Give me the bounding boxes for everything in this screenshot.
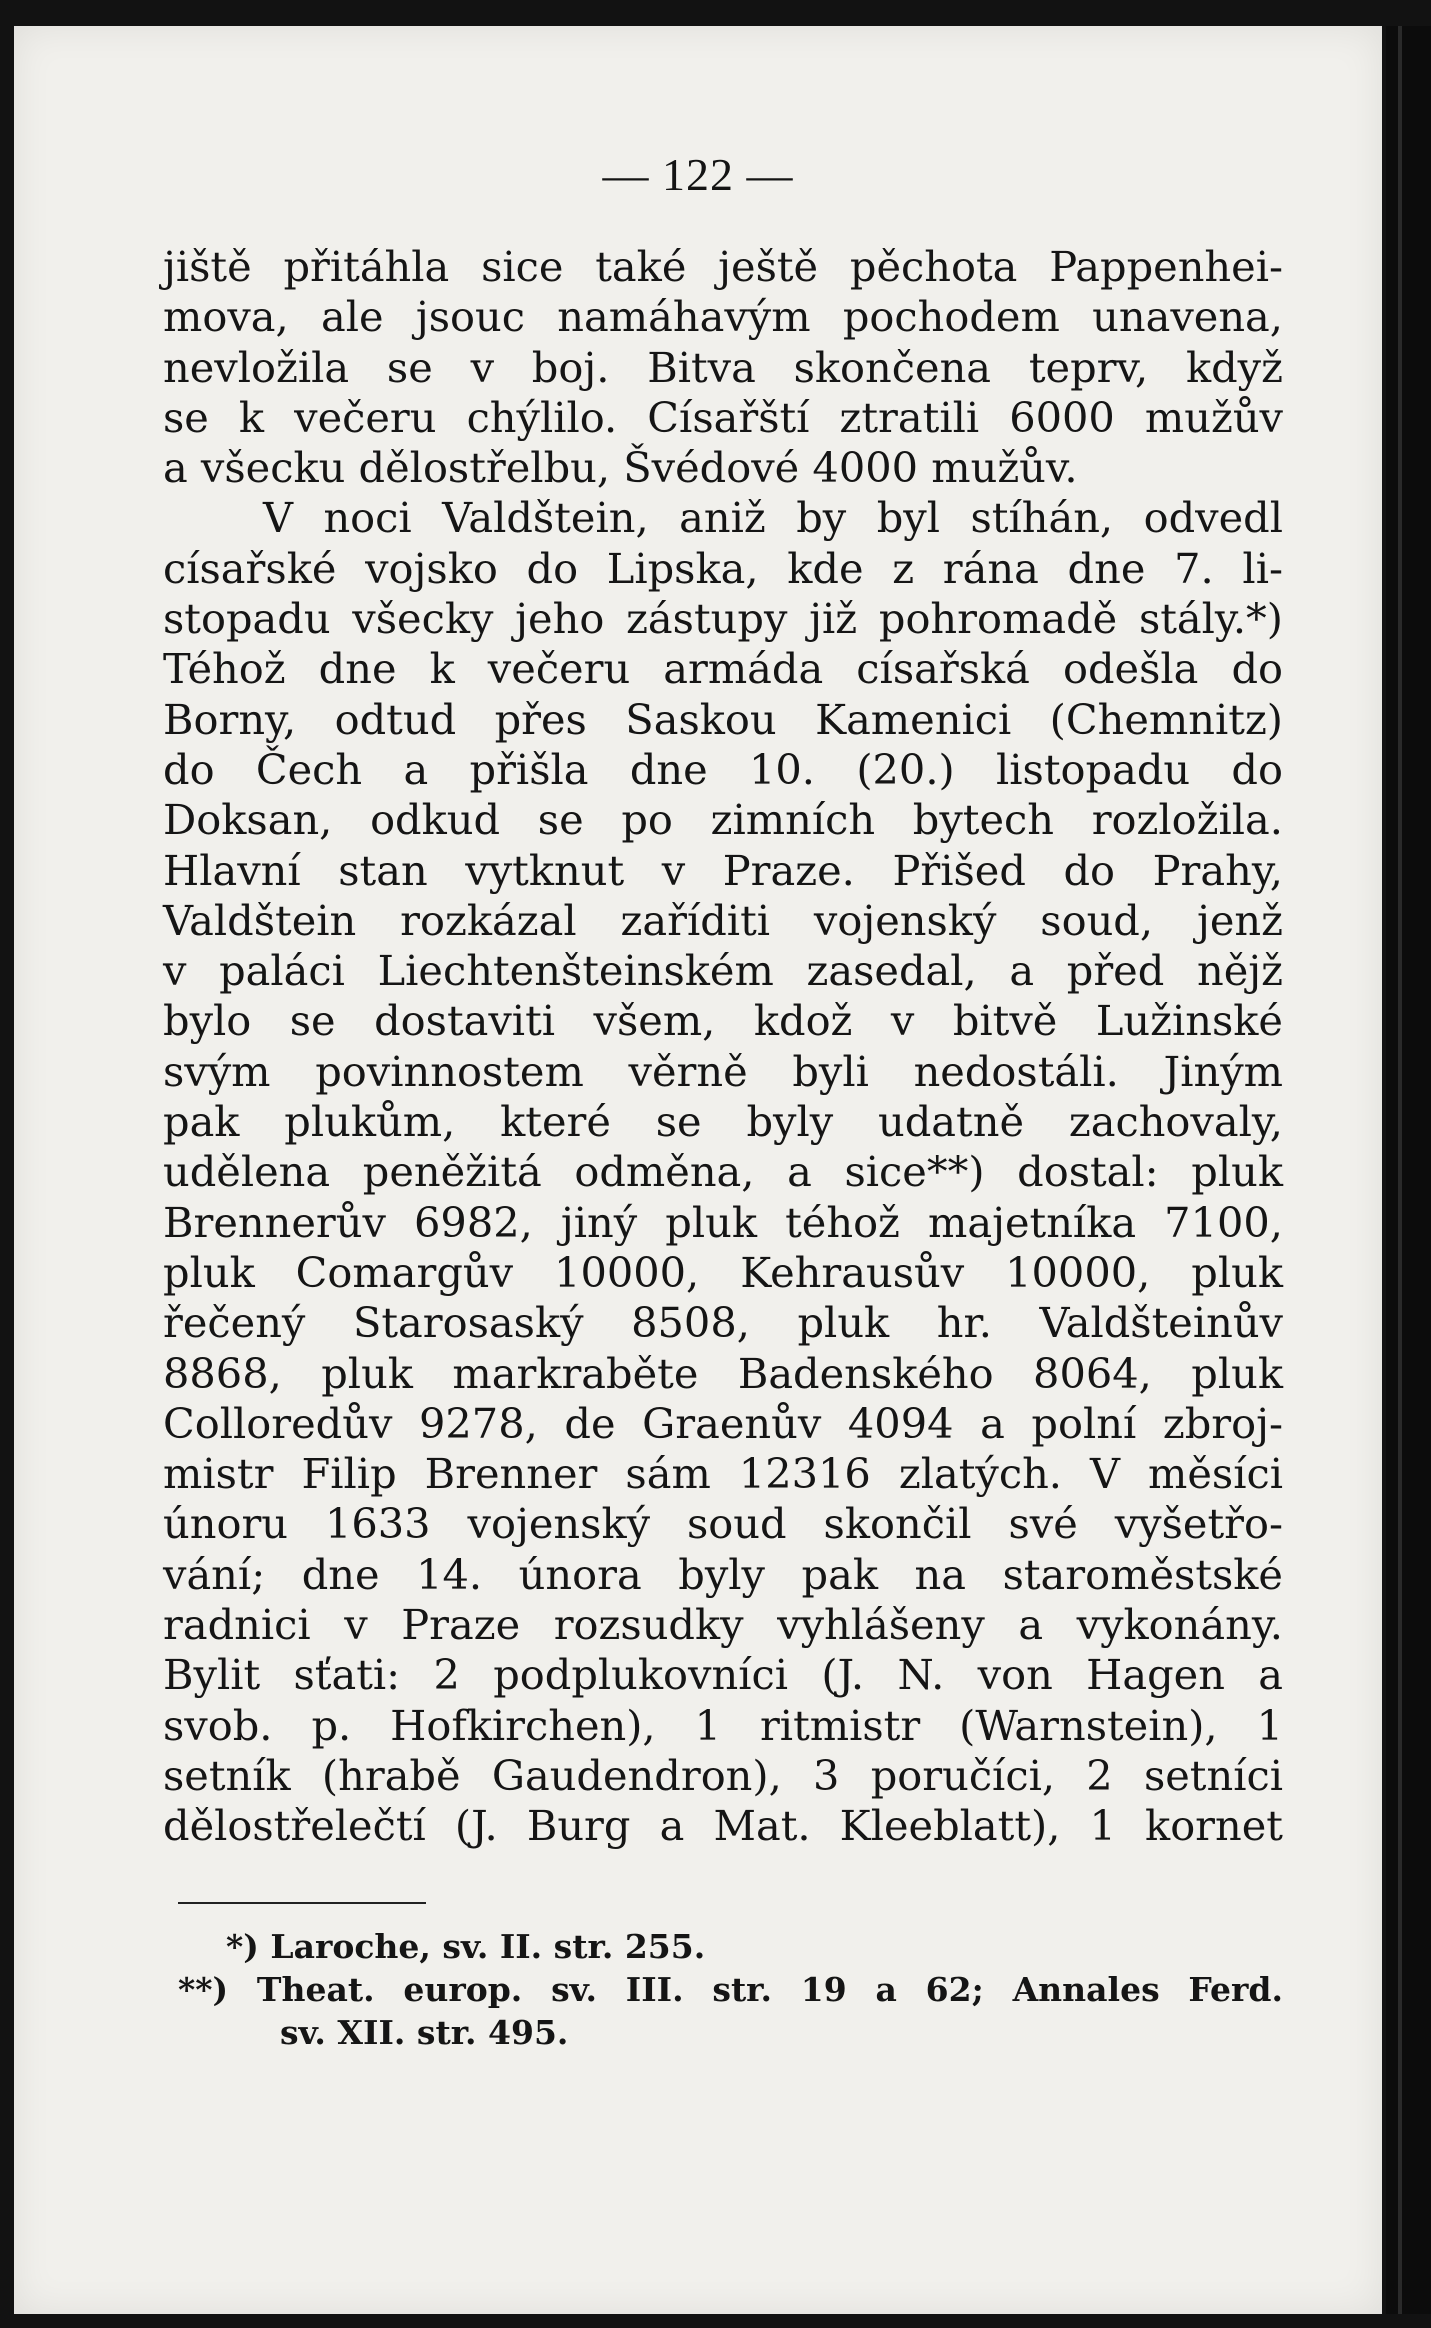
text-line: pluk Comargův 10000, Kehrausův 10000, pluk xyxy=(163,1247,1283,1297)
text-line: svob. p. Hofkirchen), 1 ritmistr (Warnstein), 1 xyxy=(163,1700,1283,1750)
page-number: — 122 — xyxy=(602,149,794,200)
text-line: řečený Starosaský 8508, pluk hr. Valdšteinův xyxy=(163,1298,1283,1348)
text-line: Hlavní stan vytknut v Praze. Přišed do Prahy, xyxy=(163,845,1283,895)
text-line: v paláci Liechtenšteinském zasedal, a před nějž xyxy=(163,946,1283,996)
text-line: Colloredův 9278, de Graenův 4094 a polní zbroj- xyxy=(163,1398,1283,1448)
text-line: se k večeru chýlilo. Císařští ztratili 6000 mužův xyxy=(163,392,1283,442)
adjacent-page-edge xyxy=(1386,26,1431,2314)
text-line: radnici v Praze rozsudky vyhlášeny a vykonány. xyxy=(163,1600,1283,1650)
text-line: a všecku dělostřelbu, Švédové 4000 mužův. xyxy=(163,443,1078,493)
text-line: dělostřelečtí (J. Burg a Mat. Kleeblatt), 1 kornet xyxy=(163,1801,1283,1851)
text-line: jiště přitáhla sice také ještě pěchota Pappenhei- xyxy=(163,242,1283,291)
text-line: Brennerův 6982, jiný pluk téhož majetníka 7100, xyxy=(163,1197,1283,1247)
text-line: Borny, odtud přes Saskou Kamenici (Chemnitz) xyxy=(163,694,1283,744)
text-line: Téhož dne k večeru armáda císařská odešla do xyxy=(163,644,1283,694)
footnote-divider xyxy=(178,1902,426,1904)
page-edge-line xyxy=(1398,26,1402,2314)
text-line: pak plukům, které se byly udatně zachovaly, xyxy=(163,1097,1283,1147)
text-line: Valdštein rozkázal zaříditi vojenský soud, jenž xyxy=(163,895,1283,945)
text-line: udělena peněžitá odměna, a sice**) dostal: pluk xyxy=(163,1147,1283,1197)
text-line: mova, ale jsouc namáhavým pochodem unavena, xyxy=(163,292,1283,342)
footnote-2: **) Theat. europ. sv. III. str. 19 a 62; Annales Ferd. xyxy=(178,1970,1283,2009)
text-line: stopadu všecky jeho zástupy již pohromadě stály.*) xyxy=(163,594,1283,644)
text-line: mistr Filip Brenner sám 12316 zlatých. V měsíci xyxy=(163,1449,1283,1499)
body-text xyxy=(163,242,1283,1852)
text-line: 8868, pluk markraběte Badenského 8064, pluk xyxy=(163,1348,1283,1398)
text-line: vání; dne 14. února byly pak na staroměstské xyxy=(163,1549,1283,1599)
footnote-1: *) Laroche, sv. II. str. 255. xyxy=(226,1927,706,1966)
text-line: svým povinnostem věrně byli nedostáli. Jiným xyxy=(163,1046,1283,1096)
text-line: Doksan, odkud se po zimních bytech rozložila. xyxy=(163,795,1283,845)
text-line: bylo se dostaviti všem, kdož v bitvě Lužinské xyxy=(163,996,1283,1046)
text-line: únoru 1633 vojenský soud skončil své vyšetřo- xyxy=(163,1499,1283,1549)
text-line: Bylit sťati: 2 podplukovníci (J. N. von Hagen a xyxy=(163,1650,1283,1700)
text-line: nevložila se v boj. Bitva skončena teprv, když xyxy=(163,342,1283,392)
footnote-2-continuation: sv. XII. str. 495. xyxy=(280,2013,569,2052)
text-line: císařské vojsko do Lipska, kde z rána dne 7. li- xyxy=(163,543,1283,593)
footnotes xyxy=(178,1925,1283,2054)
text-line: do Čech a přišla dne 10. (20.) listopadu do xyxy=(163,744,1283,794)
text-line: V noci Valdštein, aniž by byl stíhán, odvedl xyxy=(263,493,1283,543)
text-line: setník (hrabě Gaudendron), 3 poručíci, 2 setníci xyxy=(163,1750,1283,1800)
